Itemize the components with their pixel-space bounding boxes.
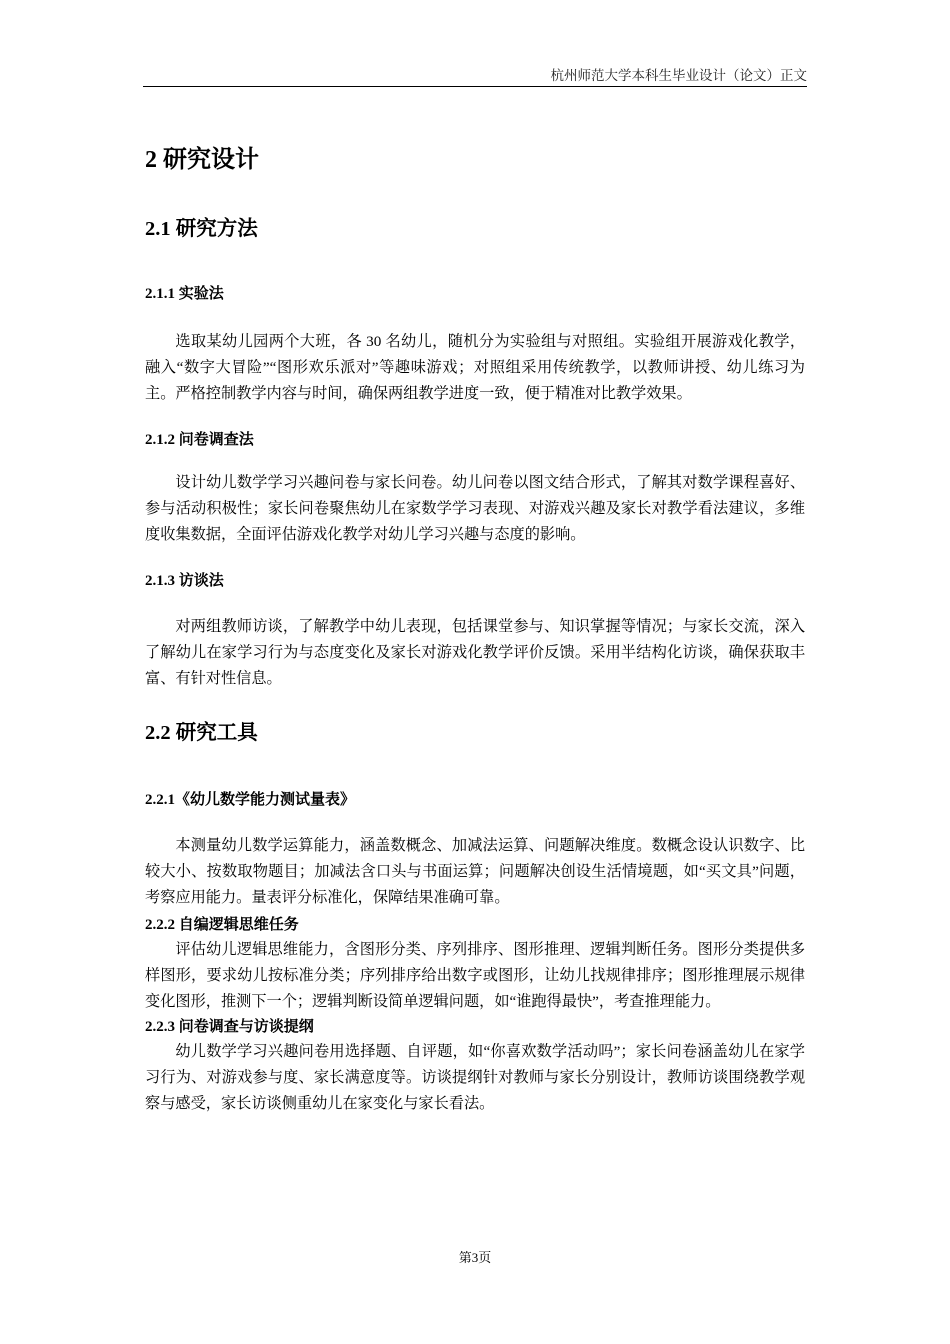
section-2-1-2-paragraph: 设计幼儿数学学习兴趣问卷与家长问卷。幼儿问卷以图文结合形式，了解其对数学课程喜好、参与活动积极性；家长问卷聚焦幼儿在家数学学习表现、对游戏兴趣及家长对教学看法建议，多维度收集数据，全面评估游戏化教学对幼儿学习兴趣与态度的影响。	[145, 474, 805, 543]
section-2-2-1-heading: 2.2.1《幼儿数学能力测试量表》	[145, 792, 356, 808]
section-2-1-heading: 2.1 研究方法	[145, 218, 258, 240]
header-rule	[143, 86, 807, 87]
section-2-2-heading: 2.2 研究工具	[145, 722, 258, 744]
section-2-1-3-heading: 2.1.3 访谈法	[145, 573, 224, 589]
section-2-1-2-heading: 2.1.2 问卷调查法	[145, 432, 254, 448]
section-2-2-1-paragraph: 本测量幼儿数学运算能力，涵盖数概念、加减法运算、问题解决维度。数概念设认识数字、比较大小、按数取物题目；加减法含口头与书面运算；问题解决创设生活情境题，如“买文具”问题，考察应用能力。量表评分标准化，保障结果准确可靠。	[145, 837, 805, 906]
chapter-title: 2 研究设计	[145, 147, 259, 173]
section-2-2-2-paragraph: 评估幼儿逻辑思维能力，含图形分类、序列排序、图形推理、逻辑判断任务。图形分类提供多样图形，要求幼儿按标准分类；序列排序给出数字或图形，让幼儿找规律排序；图形推理展示规律变化图形，推测下一个；逻辑判断设简单逻辑问题，如“谁跑得最快”，考查推理能力。	[145, 941, 805, 1010]
section-2-1-1-heading: 2.1.1 实验法	[145, 286, 224, 302]
running-header: 杭州师范大学本科生毕业设计（论文）正文	[550, 68, 807, 83]
page-number: 第3页	[458, 1250, 492, 1265]
section-2-1-1-paragraph: 选取某幼儿园两个大班，各 30 名幼儿，随机分为实验组与对照组。实验组开展游戏化教学，融入“数字大冒险”“图形欢乐派对”等趣味游戏；对照组采用传统教学，以教师讲授、幼儿练习为主。严格控制教学内容与时间，确保两组教学进度一致，便于精准对比教学效果。	[145, 333, 805, 402]
section-2-1-3-paragraph: 对两组教师访谈，了解教学中幼儿表现，包括课堂参与、知识掌握等情况；与家长交流，深入了解幼儿在家学习行为与态度变化及家长对游戏化教学评价反馈。采用半结构化访谈，确保获取丰富、有针对性信息。	[145, 618, 805, 687]
section-2-2-3-heading: 2.2.3 问卷调查与访谈提纲	[145, 1019, 314, 1035]
section-2-2-2-heading: 2.2.2 自编逻辑思维任务	[145, 917, 299, 933]
page-body	[145, 140, 805, 1117]
section-2-2-3-paragraph: 幼儿数学学习兴趣问卷用选择题、自评题，如“你喜欢数学活动吗”；家长问卷涵盖幼儿在家学习行为、对游戏参与度、家长满意度等。访谈提纲针对教师与家长分别设计，教师访谈围绕教学观察与感受，家长访谈侧重幼儿在家变化与家长看法。	[145, 1043, 805, 1112]
